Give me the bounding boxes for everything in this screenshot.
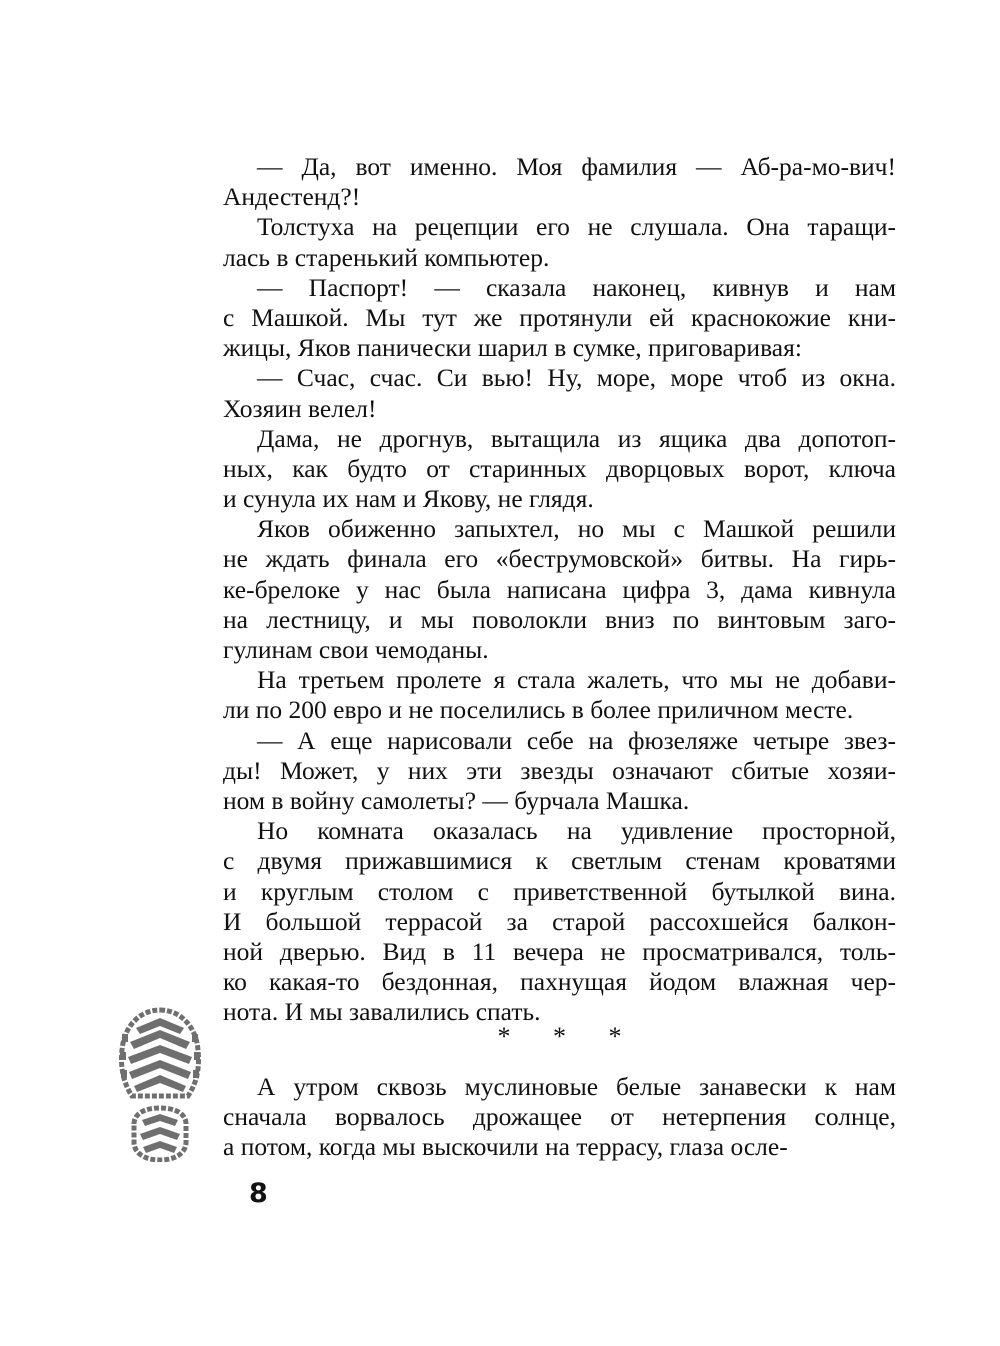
- paragraph: [223, 514, 896, 665]
- paragraph: [223, 212, 896, 272]
- text-line: жицы, Яков панически шарил в сумке, приговаривая:: [223, 333, 802, 363]
- paragraph: [223, 816, 896, 1027]
- text-line: ке-брелоке у нас была написана цифра 3, дама кивнула: [223, 574, 896, 604]
- text-line: не ждать финала его «беструмовской» битвы. На гирь-: [223, 544, 896, 574]
- text-line: На третьем пролете я стала жалеть, что мы не добави-: [257, 665, 896, 695]
- text-line: ко какая-то бездонная, пахнущая йодом влажная чер-: [223, 967, 896, 997]
- text-line: ном в войну самолеты? — бурчала Машка.: [223, 785, 690, 815]
- main-text-block: [223, 152, 896, 1027]
- paragraph: [223, 152, 896, 212]
- paragraph: [223, 424, 896, 515]
- paragraph: [223, 363, 896, 423]
- paragraph: [223, 1072, 896, 1163]
- text-line: Дама, не дрогнув, вытащила из ящика два допотоп-: [257, 423, 896, 453]
- text-line: А утром сквозь муслиновые белые занавески к нам: [257, 1072, 896, 1101]
- text-line: гулинам свои чемоданы.: [223, 635, 489, 664]
- text-line: — Паспорт! — сказала наконец, кивнув и нам: [257, 272, 896, 302]
- text-line: — Да, вот именно. Моя фамилия — Аб-ра-мо-вич!: [257, 152, 896, 181]
- text-line: ли по 200 евро и не поселились в более приличном месте.: [223, 695, 854, 725]
- text-line: на лестницу, и мы поволокли вниз по винтовым заго-: [223, 604, 896, 634]
- text-line: И большой террасой за старой рассохшейся балкон-: [223, 906, 896, 936]
- boot-footprint-icon: [112, 1004, 208, 1162]
- text-line: а потом, когда мы выскочили на террасу, глаза осле-: [223, 1132, 788, 1162]
- text-line: Андестенд?!: [223, 182, 361, 212]
- text-line: Яков обиженно запыхтел, но мы с Машкой решили: [257, 514, 896, 544]
- text-line: ной дверью. Вид в 11 вечера не просматривался, толь-: [223, 936, 896, 966]
- continued-text-block: [223, 1072, 896, 1163]
- text-line: ных, как будто от старинных дворцовых ворот, ключа: [223, 453, 896, 483]
- text-line: — Счас, счас. Си вью! Ну, море, море чтоб из окна.: [257, 363, 896, 393]
- text-line: лась в старенький компьютер.: [223, 242, 550, 272]
- text-line: — А еще нарисовали себе на фюзеляже четыре звез-: [257, 725, 896, 755]
- text-line: и сунула их нам и Якову, не глядя.: [223, 484, 594, 514]
- text-line: нота. И мы завалились спать.: [223, 997, 541, 1027]
- page-number: 8: [249, 1178, 268, 1209]
- text-line: ды! Может, у них эти звезды означают сбитые хозяи-: [223, 755, 896, 785]
- paragraph: [223, 726, 896, 817]
- text-line: сначала ворвалось дрожащее от нетерпения солнце,: [223, 1102, 896, 1132]
- section-separator: * * *: [497, 1022, 640, 1051]
- text-line: Толстуха на рецепции его не слушала. Она таращи-: [257, 212, 896, 242]
- text-line: с двумя прижавшимися к светлым стенам кроватями: [223, 846, 896, 876]
- text-line: Но комната оказалась на удивление просторной,: [257, 816, 896, 846]
- text-line: и круглым столом с приветственной бутылкой вина.: [223, 876, 896, 906]
- paragraph: [223, 665, 896, 725]
- paragraph: [223, 273, 896, 364]
- text-line: с Машкой. Мы тут же протянули ей краснокожие кни-: [223, 302, 896, 332]
- text-line: Хозяин велел!: [223, 393, 377, 423]
